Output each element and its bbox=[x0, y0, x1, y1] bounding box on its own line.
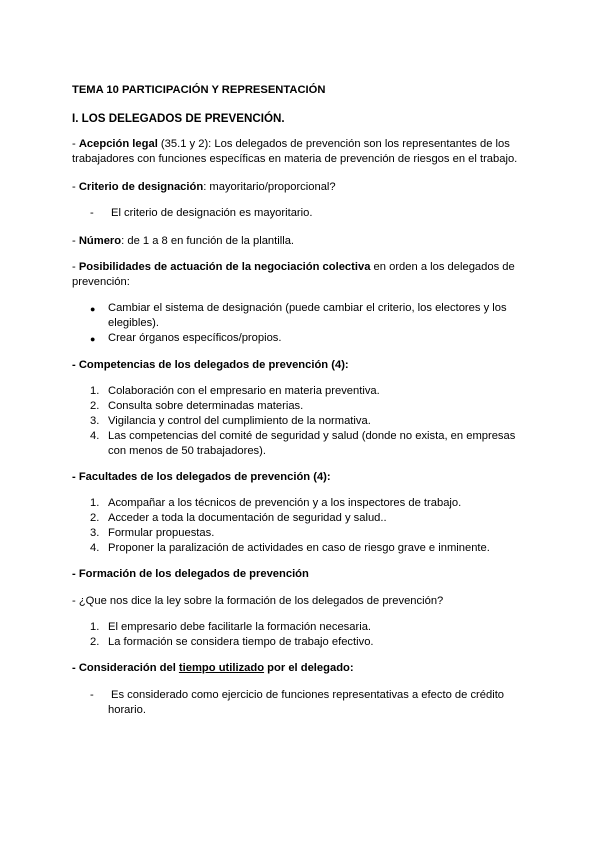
competencias-heading: - Competencias de los delegados de prevención (4): bbox=[72, 359, 349, 371]
acepcion-paragraph-line2: trabajadores con funciones específicas en materia de prevención de riesgos en el trabajo. bbox=[72, 153, 518, 165]
dash-marker: - bbox=[90, 207, 94, 219]
dash-marker: - bbox=[90, 689, 94, 701]
bullet-marker: ● bbox=[90, 304, 96, 314]
document-page: TEMA 10 PARTICIPACIÓN Y REPRESENTACIÓN I. LOS DELEGADOS DE PREVENCIÓN. - Acepción legal (35.1 y 2): Los delegados de prevención son los representantes de los trabajadores con funciones específicas en materia de prevención de riesgos en el trabajo. - Criterio de designación: mayoritario/proporcional? - El criterio de designación es mayoritario. - Número: de 1 a 8 en función de la plantilla. - Posibilidades de actuación de la negociación colectiva en orden a los delegados de prevención: ● Cambiar el sistema de designación (puede cambiar el criterio, los electores y los elegibles). ● Crear órganos específicos/propios. - Competencias de los delegados de prevención (4): 1. Colaboración con el empresario en materia preventiva. 2. Consulta sobre determinadas materias. 3. Vigilancia y control del cumplimiento de la normativa. 4. Las competencias del comité de seguridad y salud (donde no exista, en empresas con menos de 50 trabajadores). - Facultades de los delegados de prevención (4): 1. Acompañar a los técnicos de prevención y a los inspectores de trabajo. 2. Acceder a toda la documentación de seguridad y salud.. 3. Formular propuestas. 4. Proponer la paralización de actividades en caso de riesgo grave e inminente. - Formación de los delegados de prevención - ¿Que nos dice la ley sobre la formación de los delegados de prevención? 1. El empresario debe facilitarle la formación necesaria. 2. La formación se considera tiempo de trabajo efectivo. - Consideración del tiempo utilizado por el delegado: - Es considerado como ejercicio de funciones representativas a efecto de crédito horario. bbox=[0, 0, 600, 848]
formacion-heading: - Formación de los delegados de prevención bbox=[72, 568, 309, 580]
formacion-question: - ¿Que nos dice la ley sobre la formación de los delegados de prevención? bbox=[72, 595, 444, 607]
acepcion-paragraph-line1: - Acepción legal (35.1 y 2): Los delegados de prevención son los representantes de los bbox=[72, 138, 510, 150]
facultades-heading: - Facultades de los delegados de prevención (4): bbox=[72, 471, 331, 483]
bullet-marker: ● bbox=[90, 334, 96, 344]
posibilidades-paragraph-line2: prevención: bbox=[72, 276, 130, 288]
criterio-paragraph: - Criterio de designación: mayoritario/proporcional? bbox=[72, 181, 336, 193]
posibilidades-paragraph-line1: - Posibilidades de actuación de la negociación colectiva en orden a los delegados de bbox=[72, 261, 515, 273]
section-heading: I. LOS DELEGADOS DE PREVENCIÓN. bbox=[72, 112, 285, 125]
consideracion-heading: - Consideración del tiempo utilizado por el delegado: bbox=[72, 662, 354, 674]
document-title: TEMA 10 PARTICIPACIÓN Y REPRESENTACIÓN bbox=[72, 84, 326, 96]
numero-paragraph: - Número: de 1 a 8 en función de la plantilla. bbox=[72, 235, 295, 247]
